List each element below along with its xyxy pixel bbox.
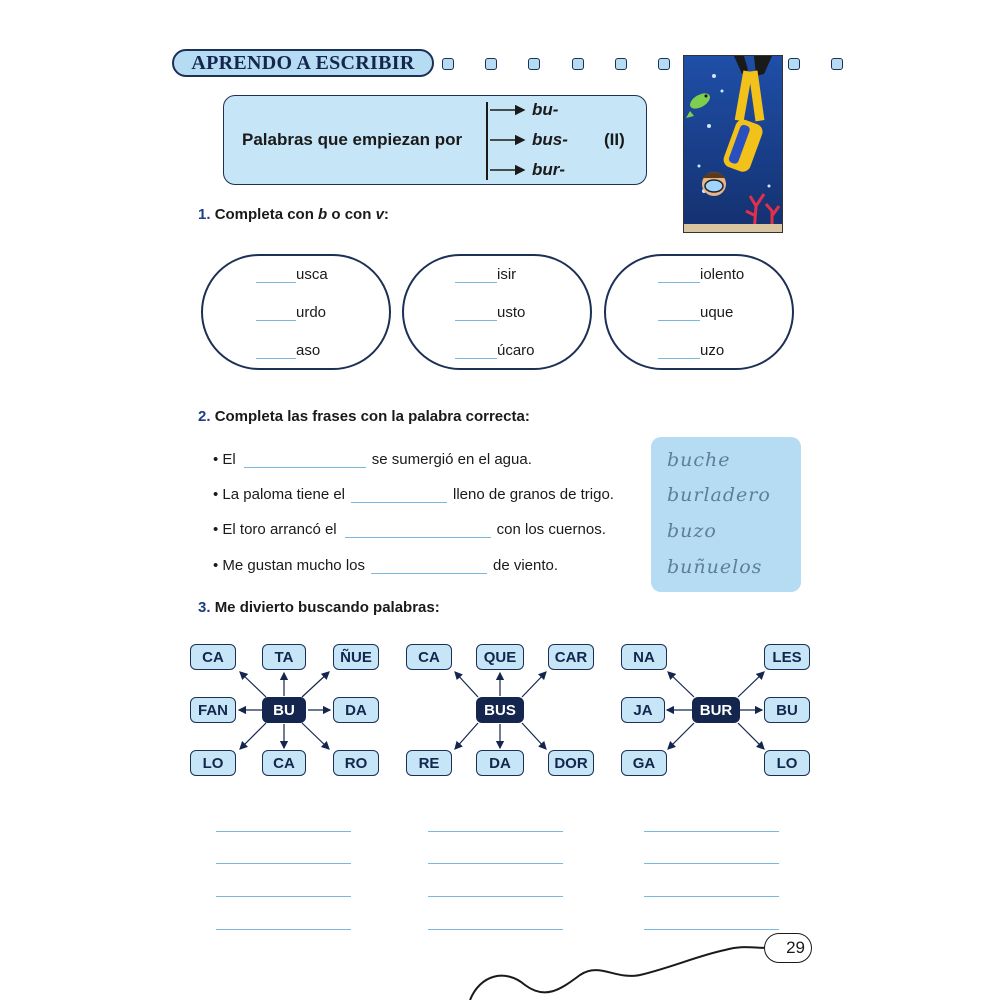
syllable-box: BU: [764, 697, 810, 723]
exercise-text: Completa las frases con la palabra correcta:: [214, 408, 530, 425]
bank-word: buche: [667, 449, 731, 471]
page-number-text: 29: [786, 938, 805, 957]
word-ending: usca: [296, 266, 328, 283]
exercise-text: :: [383, 206, 389, 223]
sentence-start: • El: [213, 451, 236, 468]
sentence-end: con los cuernos.: [496, 521, 606, 538]
section-title: APRENDO A ESCRIBIR: [191, 51, 415, 74]
syllable-box: CA: [406, 644, 452, 670]
syllable-box: LO: [190, 750, 236, 776]
syllable-box: DA: [476, 750, 524, 776]
exercise-text: o con: [327, 206, 376, 223]
word-ending: uque: [700, 304, 734, 321]
sentence-start: • Me gustan mucho los: [213, 557, 365, 574]
syllable-box: CAR: [548, 644, 594, 670]
syllable-box: NA: [621, 644, 667, 670]
syllable-box: DOR: [548, 750, 594, 776]
part-number: (II): [604, 130, 625, 149]
letter-v: v: [375, 206, 384, 223]
exercise-text: Completa con: [214, 206, 319, 223]
sentence-end: de viento.: [493, 557, 559, 574]
exercise-text: Me divierto buscando palabras:: [214, 599, 440, 616]
center-syllable: BU: [262, 697, 306, 723]
sentence-end: se sumergió en el agua.: [371, 451, 532, 468]
syllable-box: TA: [262, 644, 306, 670]
sentence-end: lleno de granos de trigo.: [453, 486, 614, 503]
center-syllable: BUS: [476, 697, 524, 723]
sentence-start: • El toro arrancó el: [213, 521, 337, 538]
exercise-number: 2.: [198, 408, 211, 425]
syllable-box: RE: [406, 750, 452, 776]
syllable-box: CA: [262, 750, 306, 776]
word-ending: urdo: [296, 304, 327, 321]
word-ending: usto: [497, 304, 526, 321]
bank-word: burladero: [667, 484, 771, 506]
word-ending: aso: [296, 342, 321, 359]
syllable-box: FAN: [190, 697, 236, 723]
syllable-box: JA: [621, 697, 665, 723]
bank-word: buzo: [667, 520, 717, 542]
prefix-bur: bur-: [532, 160, 566, 179]
topic-text: Palabras que empiezan por: [242, 130, 463, 149]
syllable-box: DA: [333, 697, 379, 723]
syllable-box: RO: [333, 750, 379, 776]
page-number: [764, 933, 812, 963]
syllable-box: ÑUE: [333, 644, 379, 670]
exercise-number: 3.: [198, 599, 211, 616]
syllable-box: QUE: [476, 644, 524, 670]
syllable-box: LES: [764, 644, 810, 670]
bank-word: buñuelos: [667, 556, 763, 578]
syllable-box: GA: [621, 750, 667, 776]
sentence-start: • La paloma tiene el: [213, 486, 346, 503]
word-ending: úcaro: [497, 342, 535, 359]
word-ending: iolento: [700, 266, 745, 283]
prefix-bu: bu-: [532, 100, 559, 119]
letter-b: b: [318, 206, 328, 223]
word-ending: uzo: [700, 342, 725, 359]
syllable-box: LO: [764, 750, 810, 776]
center-syllable: BUR: [692, 697, 740, 723]
exercise-number: 1.: [198, 206, 211, 223]
prefix-bus: bus-: [532, 130, 568, 149]
syllable-box: CA: [190, 644, 236, 670]
word-ending: isir: [497, 266, 517, 283]
